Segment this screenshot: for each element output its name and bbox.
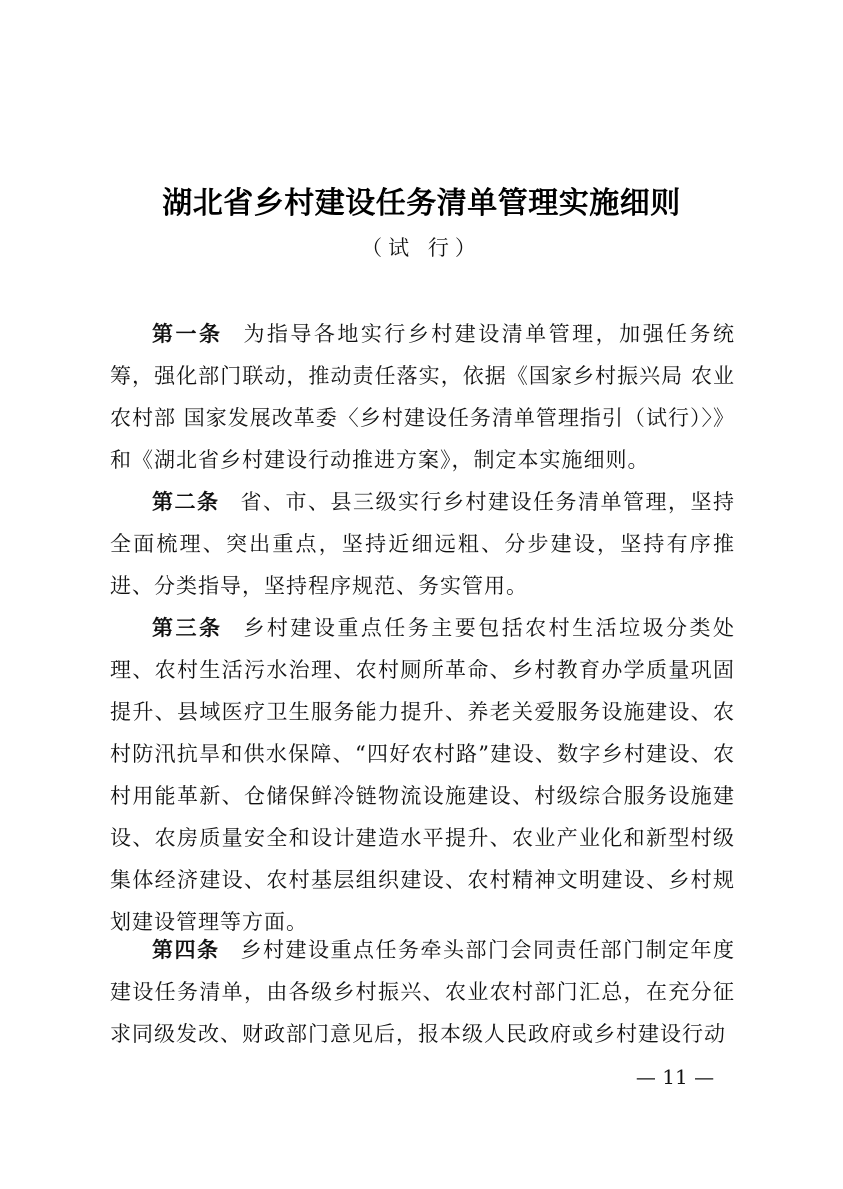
article-3-text: 乡村建设重点任务主要包括农村生活垃圾分类处理、农村生活污水治理、农村厕所革命、乡村教育办学质量巩固提升、县域医疗卫生服务能力提升、养老关爱服务设施建设、农村防汛抗旱和供水保障、“四好农村路”建设、数字乡村建设、农村用能革新、仓储保鲜冷链物流设施建设、村级综合服务设施建设、农房质量安全和设计建造水平提升、农业产业化和新型村级集体经济建设、农村基层组织建设、农村精神文明建设、乡村规划建设管理等方面。 [110,616,736,934]
article-3 [110,607,735,943]
article-3-label: 第三条 [152,616,223,640]
document-title: 湖北省乡村建设任务清单管理实施细则 [162,186,681,221]
document-subtitle: （试 行） [361,236,482,260]
article-2-label: 第二条 [152,490,220,514]
page-number: — 11 — [635,1065,715,1089]
article-1 [110,313,735,481]
article-1-label: 第一条 [152,322,223,346]
article-2-text: 省、市、县三级实行乡村建设任务清单管理，坚持全面梳理、突出重点，坚持近细远粗、分步建设，坚持有序推进、分类指导，坚持程序规范、务实管用。 [110,490,735,598]
article-4-label: 第四条 [152,938,220,962]
article-4-text: 乡村建设重点任务牵头部门会同责任部门制定年度建设任务清单，由各级乡村振兴、农业农村部门汇总，在充分征求同级发改、财政部门意见后，报本级人民政府或乡村建设行动 [110,938,735,1046]
article-1-text: 为指导各地实行乡村建设清单管理，加强任务统筹，强化部门联动，推动责任落实，依据《国家乡村振兴局 农业农村部 国家发展改革委〈乡村建设任务清单管理指引（试行）〉》和《湖北省乡村建设行动推进方案》，制定本实施细则。 [110,322,736,472]
article-2 [110,481,735,607]
article-4 [110,929,735,1055]
